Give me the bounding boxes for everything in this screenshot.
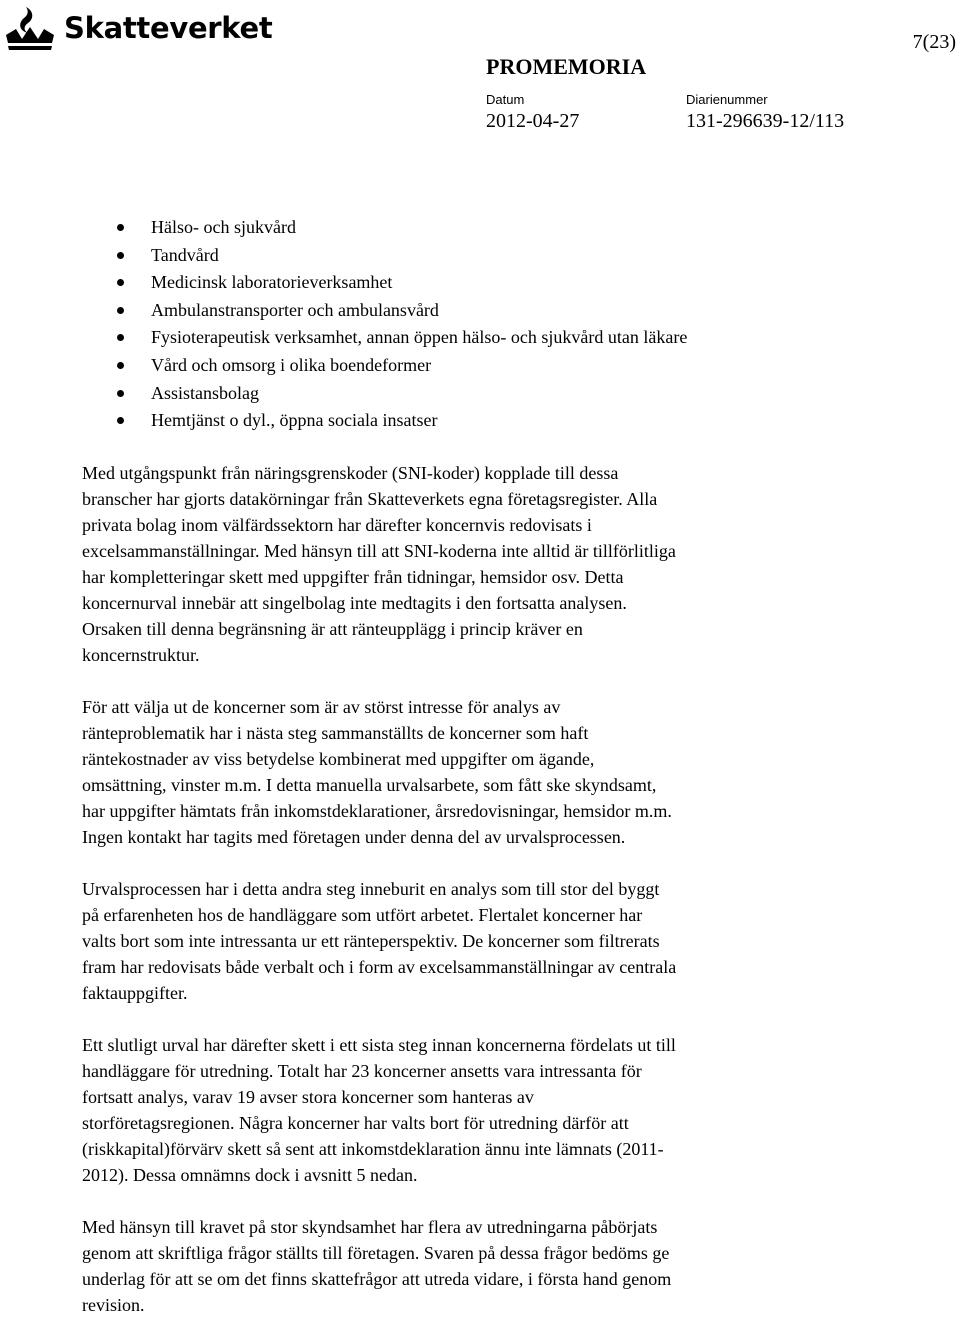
- agency-name: Skatteverket: [64, 10, 273, 45]
- bullet-item: Ambulanstransporter och ambulansvård: [82, 297, 842, 325]
- bullet-item: Tandvård: [82, 242, 842, 270]
- document-type: PROMEMORIA: [486, 54, 647, 79]
- bullet-item: Hemtjänst o dyl., öppna sociala insatser: [82, 407, 842, 435]
- bullet-item: Medicinsk laboratorieverksamhet: [82, 269, 842, 297]
- bullet-item: Vård och omsorg i olika boendeformer: [82, 352, 842, 380]
- skatteverket-crown-logo-icon: [4, 5, 56, 51]
- body-paragraph: Urvalsprocessen har i detta andra steg inneburit en analys som till stor del byggt på erfarenheten hos de handläggare som utfört arbetet. Flertalet koncerner har valts bort som inte intressanta ur ett ränteperspektiv. De koncerner som filtrerats fram har redovisats både verbalt och i form av excelsammanställningar av centrala faktauppgifter.: [82, 878, 677, 1003]
- body-paragraph: För att välja ut de koncerner som är av störst intresse för analys av ränteproblematik har i nästa steg sammanställts de koncerner som haft räntekostnader av viss betydelse kombinerat med uppgifter om ägande, omsättning, vinster m.m. I detta manuella urvalsarbete, som fått ske skyndsamt, har uppgifter hämtats från inkomstdeklarationer, årsredovisningar, hemsidor m.m. Ingen kontakt har tagits med företagen under denna del av urvalsprocessen.: [82, 696, 672, 847]
- body-paragraph: Med hänsyn till kravet på stor skyndsamhet har flera av utredningarna påbörjats genom att skriftliga frågor ställts till företagen. Svaren på dessa frågor bedöms ge underlag för att se om det finns skattefrågor att utreda vidare, i första hand genom revision.: [82, 1216, 672, 1315]
- diary-number-block: [686, 93, 844, 131]
- diary-number-label: Diarienummer: [686, 92, 768, 107]
- bullet-item: Hälso- och sjukvård: [82, 214, 842, 242]
- body-paragraph: Ett slutligt urval har därefter skett i ett sista steg innan koncernerna fördelats ut till handläggare för utredning. Totalt har 23 koncerner ansetts vara intressanta för fortsatt analys, varav 19 avser stora koncerner som hanteras av storföretagsregionen. Några koncerner har valts bort för utredning därför att (riskkapital)förvärv skett så sent att inkomstdeklaration ännu inte lämnats (2011- 2012). Dessa omnämns dock i avsnitt 5 nedan.: [82, 1034, 676, 1185]
- sector-bullet-list: [82, 214, 842, 435]
- page-number: 7(23): [912, 31, 956, 53]
- body-paragraph: Med utgångspunkt från näringsgrenskoder (SNI-koder) kopplade till dessa branscher har gjorts datakörningar från Skatteverkets egna företagsregister. Alla privata bolag inom välfärdssektorn har därefter koncernvis redovisats i excelsammanställningar. Med hänsyn till att SNI-koderna inte alltid är tillförlitliga har kompletteringar skett med uppgifter från tidningar, hemsidor osv. Detta koncernurval innebär att singelbolag inte medtagits i den fortsatta analysen. Orsaken till denna begränsning är att ränteupplägg i princip kräver en koncernstruktur.: [82, 462, 676, 665]
- document-body: [82, 214, 842, 1344]
- bullet-item: Assistansbolag: [82, 380, 842, 408]
- bullet-item: Fysioterapeutisk verksamhet, annan öppen hälso- och sjukvård utan läkare: [82, 324, 842, 352]
- date-label: Datum: [486, 92, 525, 107]
- diary-number-value: 131-296639-12/113: [686, 110, 845, 132]
- date-block: [486, 93, 579, 131]
- agency-logo: [4, 4, 272, 52]
- date-value: 2012-04-27: [486, 110, 580, 132]
